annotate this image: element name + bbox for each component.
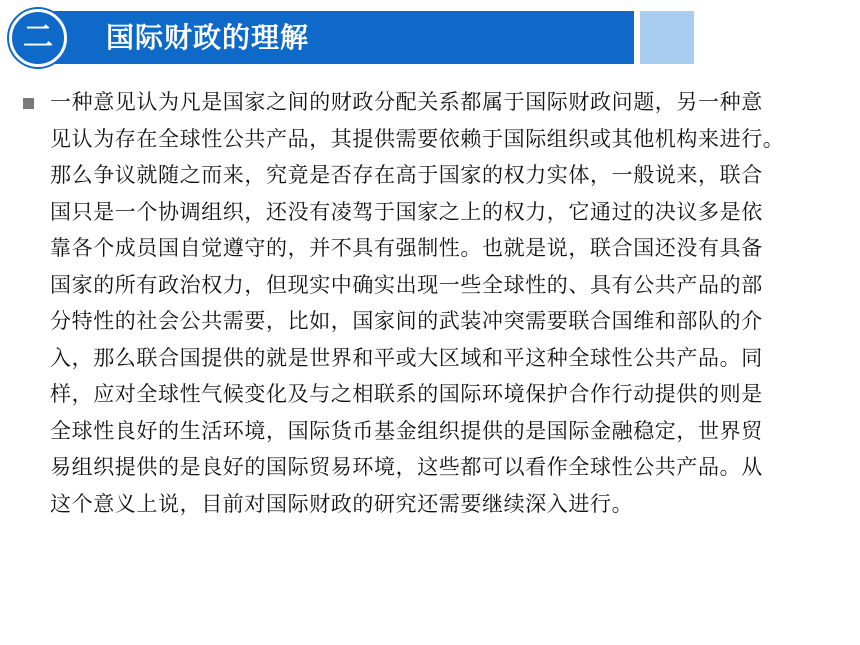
square-bullet-icon (23, 98, 34, 109)
slide-title: 国际财政的理解 (106, 21, 310, 54)
title-bar-accent (640, 11, 694, 64)
section-number-badge: 二 (9, 9, 67, 67)
paragraph-line: 入，那么联合国提供的就是世界和平或大区域和平这种全球性公共产品。同 (50, 345, 763, 370)
paragraph-line: 靠各个成员国自觉遵守的，并不具有强制性。也就是说，联合国还没有具备 (50, 236, 763, 260)
body-paragraph (50, 84, 850, 522)
paragraph-line: 国只是一个协调组织，还没有凌驾于国家之上的权力，它通过的决议多是依 (50, 199, 763, 224)
paragraph-line: 一种意见认为凡是国家之间的财政分配关系都属于国际财政问题，另一种意 (50, 90, 763, 114)
paragraph-line: 全球性良好的生活环境，国际货币基金组织提供的是国际金融稳定，世界贸 (50, 418, 763, 443)
paragraph-line: 分特性的社会公共需要，比如，国家间的武装冲突需要联合国维和部队的介 (50, 309, 763, 333)
paragraph-line: 见认为存在全球性公共产品，其提供需要依赖于国际组织或其他机构来进行。 (50, 126, 785, 151)
paragraph-line: 国家的所有政治权力，但现实中确实出现一些全球性的、具有公共产品的部 (50, 272, 763, 297)
paragraph-line: 那么争议就随之而来，究竟是否存在高于国家的权力实体，一般说来，联合 (50, 163, 763, 187)
paragraph-line: 这个意义上说，目前对国际财政的研究还需要继续深入进行。 (50, 491, 634, 516)
paragraph-line: 易组织提供的是良好的国际贸易环境，这些都可以看作全球性公共产品。从 (50, 455, 763, 479)
paragraph-line: 样，应对全球性气候变化及与之相联系的国际环境保护合作行动提供的则是 (50, 382, 763, 406)
